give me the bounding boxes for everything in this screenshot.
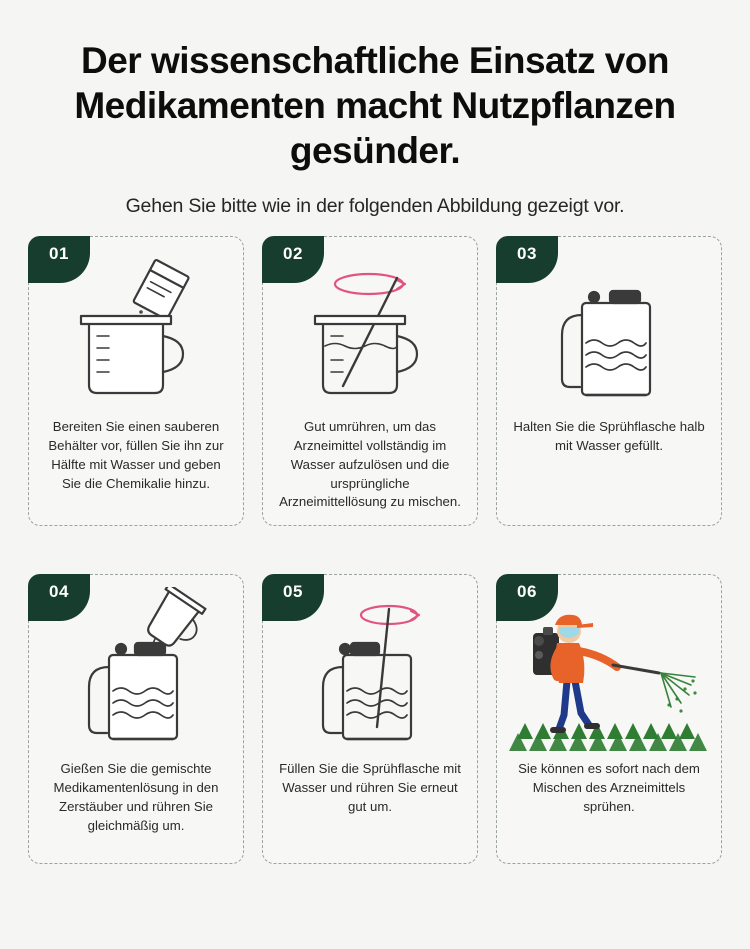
step-number-badge: 03 [496,236,558,283]
step-number-badge: 06 [496,574,558,621]
step-number-badge: 02 [262,236,324,283]
step-caption: Füllen Sie die Sprühflasche mit Wasser und rühren Sie erneut gut um. [279,761,461,814]
step-card-01 [28,236,244,526]
step-card-03 [496,236,722,526]
page-subtitle: Gehen Sie bitte wie in der folgenden Abbildung gezeigt vor. [125,195,625,218]
steps-grid [28,236,722,864]
step-card-04 [28,574,244,864]
step-caption: Bereiten Sie einen sauberen Behälter vor, füllen Sie ihn zur Hälfte mit Wasser und geben Sie die Chemikalie hinzu. [48,419,224,491]
step-number-badge: 05 [262,574,324,621]
step-card-02 [262,236,478,526]
step-card-05 [262,574,478,864]
page-title: Der wissenschaftliche Einsatz von Medikamenten macht Nutzpflanzen gesünder. [74,40,676,172]
step-card-06 [496,574,722,864]
step-number-badge: 01 [28,236,90,283]
step-number-badge: 04 [28,574,90,621]
step-caption: Gut umrühren, um das Arzneimittel vollständig im Wasser aufzulösen und die ursprüngliche Arzneimittellösung zu mischen. [279,419,461,510]
step-caption: Sie können es sofort nach dem Mischen des Arzneimittels sprühen. [518,761,700,814]
step-caption: Gießen Sie die gemischte Medikamentenlösung in den Zerstäuber und rühren Sie gleichmäßig um. [53,761,219,833]
step-caption: Halten Sie die Sprühflasche halb mit Wasser gefüllt. [513,419,705,454]
